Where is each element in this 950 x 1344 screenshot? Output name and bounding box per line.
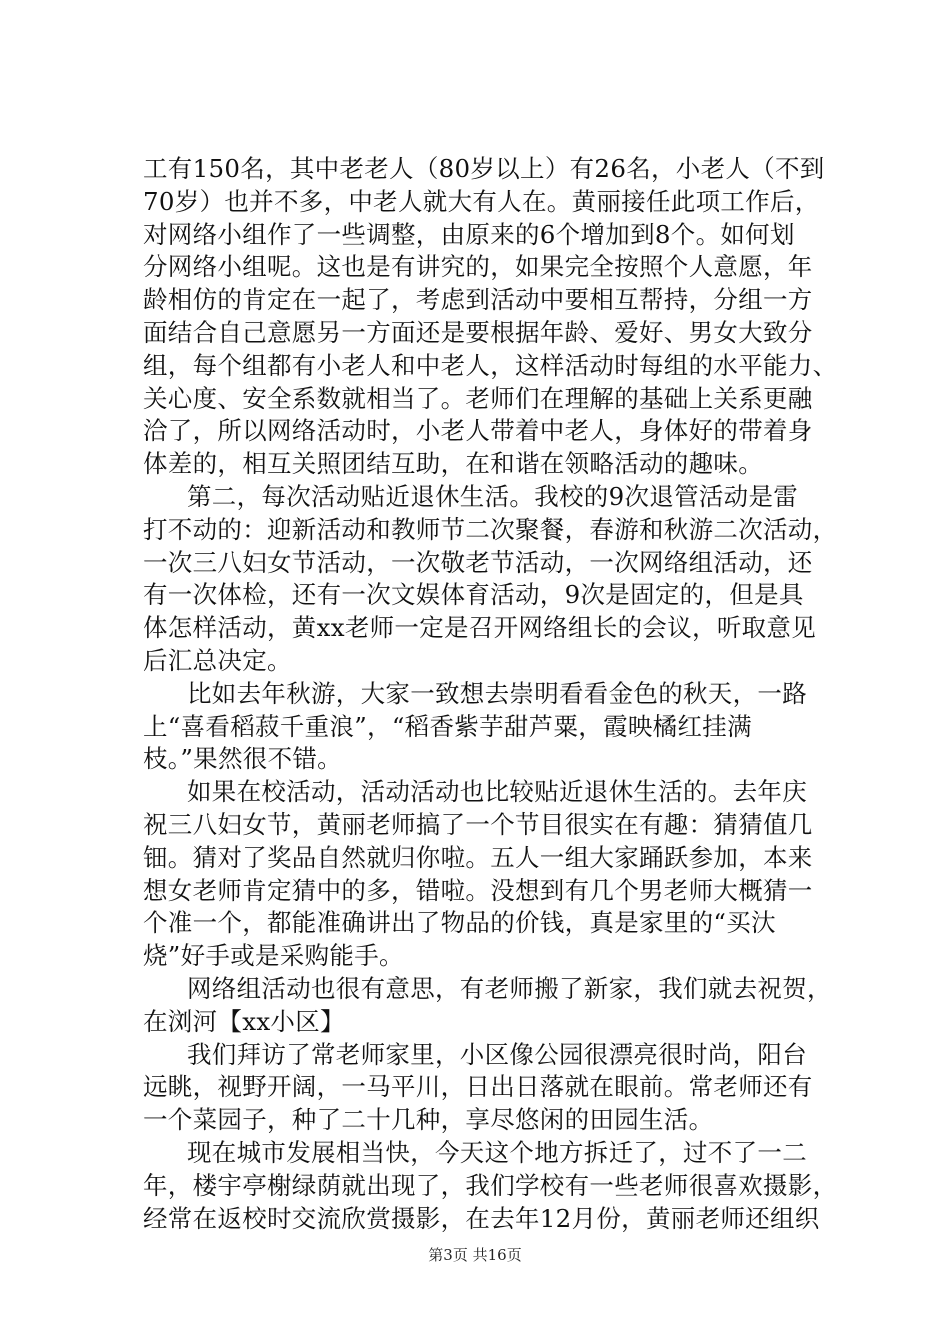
text-line: 上“喜看稻菽千重浪”，“稻香紫芋甜芦粟，霞映橘红挂满	[143, 711, 752, 741]
text-line: 年，楼宇亭榭绿荫就出现了，我们学校有一些老师很喜欢摄影，	[143, 1170, 838, 1200]
text-line: 体差的，相互关照团结互助，在和谐在领略活动的趣味。	[143, 449, 763, 479]
text-line: 对网络小组作了一些调整，由原来的6个增加到8个。如何划	[143, 219, 795, 249]
text-line: 想女老师肯定猜中的多，错啦。没想到有几个男老师大概猜一	[143, 875, 813, 905]
paragraph-start-line: 我们拜访了常老师家里，小区像公园很漂亮很时尚，阳台	[187, 1039, 807, 1069]
text-line: 经常在返校时交流欣赏摄影，在去年12月份，黄丽老师还组织	[143, 1203, 820, 1233]
text-line: 一个菜园子，种了二十几种，享尽悠闲的田园生活。	[143, 1105, 714, 1135]
text-line: 洽了，所以网络活动时，小老人带着中老人，身体好的带着身	[143, 416, 813, 446]
text-line: 祝三八妇女节，黄丽老师搞了一个节目很实在有趣：猜猜值几	[143, 809, 813, 839]
paragraph-start-line: 网络组活动也很有意思，有老师搬了新家，我们就去祝贺，	[187, 973, 832, 1003]
text-line: 打不动的：迎新活动和教师节二次聚餐，春游和秋游二次活动，	[143, 514, 838, 544]
paragraph-start-line: 第二，每次活动贴近退休生活。我校的9次退管活动是雷	[187, 481, 799, 511]
text-line: 龄相仿的肯定在一起了，考虑到活动中要相互帮持，分组一方	[143, 285, 813, 315]
text-line: 体怎样活动，黄xx老师一定是召开网络组长的会议，听取意见	[143, 613, 817, 643]
text-line: 70岁）也并不多，中老人就大有人在。黄丽接任此项工作后，	[143, 186, 820, 216]
page-number-footer: 第3页 共16页	[428, 1246, 522, 1264]
text-line: 关心度、安全系数就相当了。老师们在理解的基础上关系更融	[143, 383, 813, 413]
text-line: 工有150名，其中老老人（80岁以上）有26名，小老人（不到	[143, 154, 825, 183]
paragraph-start-line: 如果在校活动，活动活动也比较贴近退休生活的。去年庆	[187, 777, 807, 807]
text-line: 枝。”果然很不错。	[143, 744, 342, 774]
text-line: 钿。猜对了奖品自然就归你啦。五人一组大家踊跃参加，本来	[143, 842, 813, 872]
paragraph-start-line: 比如去年秋游，大家一致想去崇明看看金色的秋天，一路	[187, 678, 807, 708]
text-line: 在浏河【xx小区】	[143, 1006, 345, 1036]
text-line: 烧”好手或是采购能手。	[143, 941, 404, 971]
text-line: 个准一个，都能准确讲出了物品的价钱，真是家里的“买汏	[143, 908, 776, 938]
text-line: 面结合自己意愿另一方面还是要根据年龄、爱好、男女大致分	[143, 317, 813, 347]
text-line: 分网络小组呢。这也是有讲究的，如果完全按照个人意愿，年	[143, 252, 813, 282]
text-line: 有一次体检，还有一次文娱体育活动，9次是固定的，但是具	[143, 580, 804, 610]
paragraph-start-line: 现在城市发展相当快，今天这个地方拆迁了，过不了一二	[187, 1137, 807, 1167]
text-line: 一次三八妇女节活动，一次敬老节活动，一次网络组活动，还	[143, 547, 813, 577]
text-line: 组，每个组都有小老人和中老人，这样活动时每组的水平能力、	[143, 350, 838, 380]
text-line: 后汇总决定。	[143, 645, 292, 675]
text-line: 远眺，视野开阔，一马平川，日出日落就在眼前。常老师还有	[143, 1072, 813, 1102]
body-text	[143, 153, 843, 1235]
